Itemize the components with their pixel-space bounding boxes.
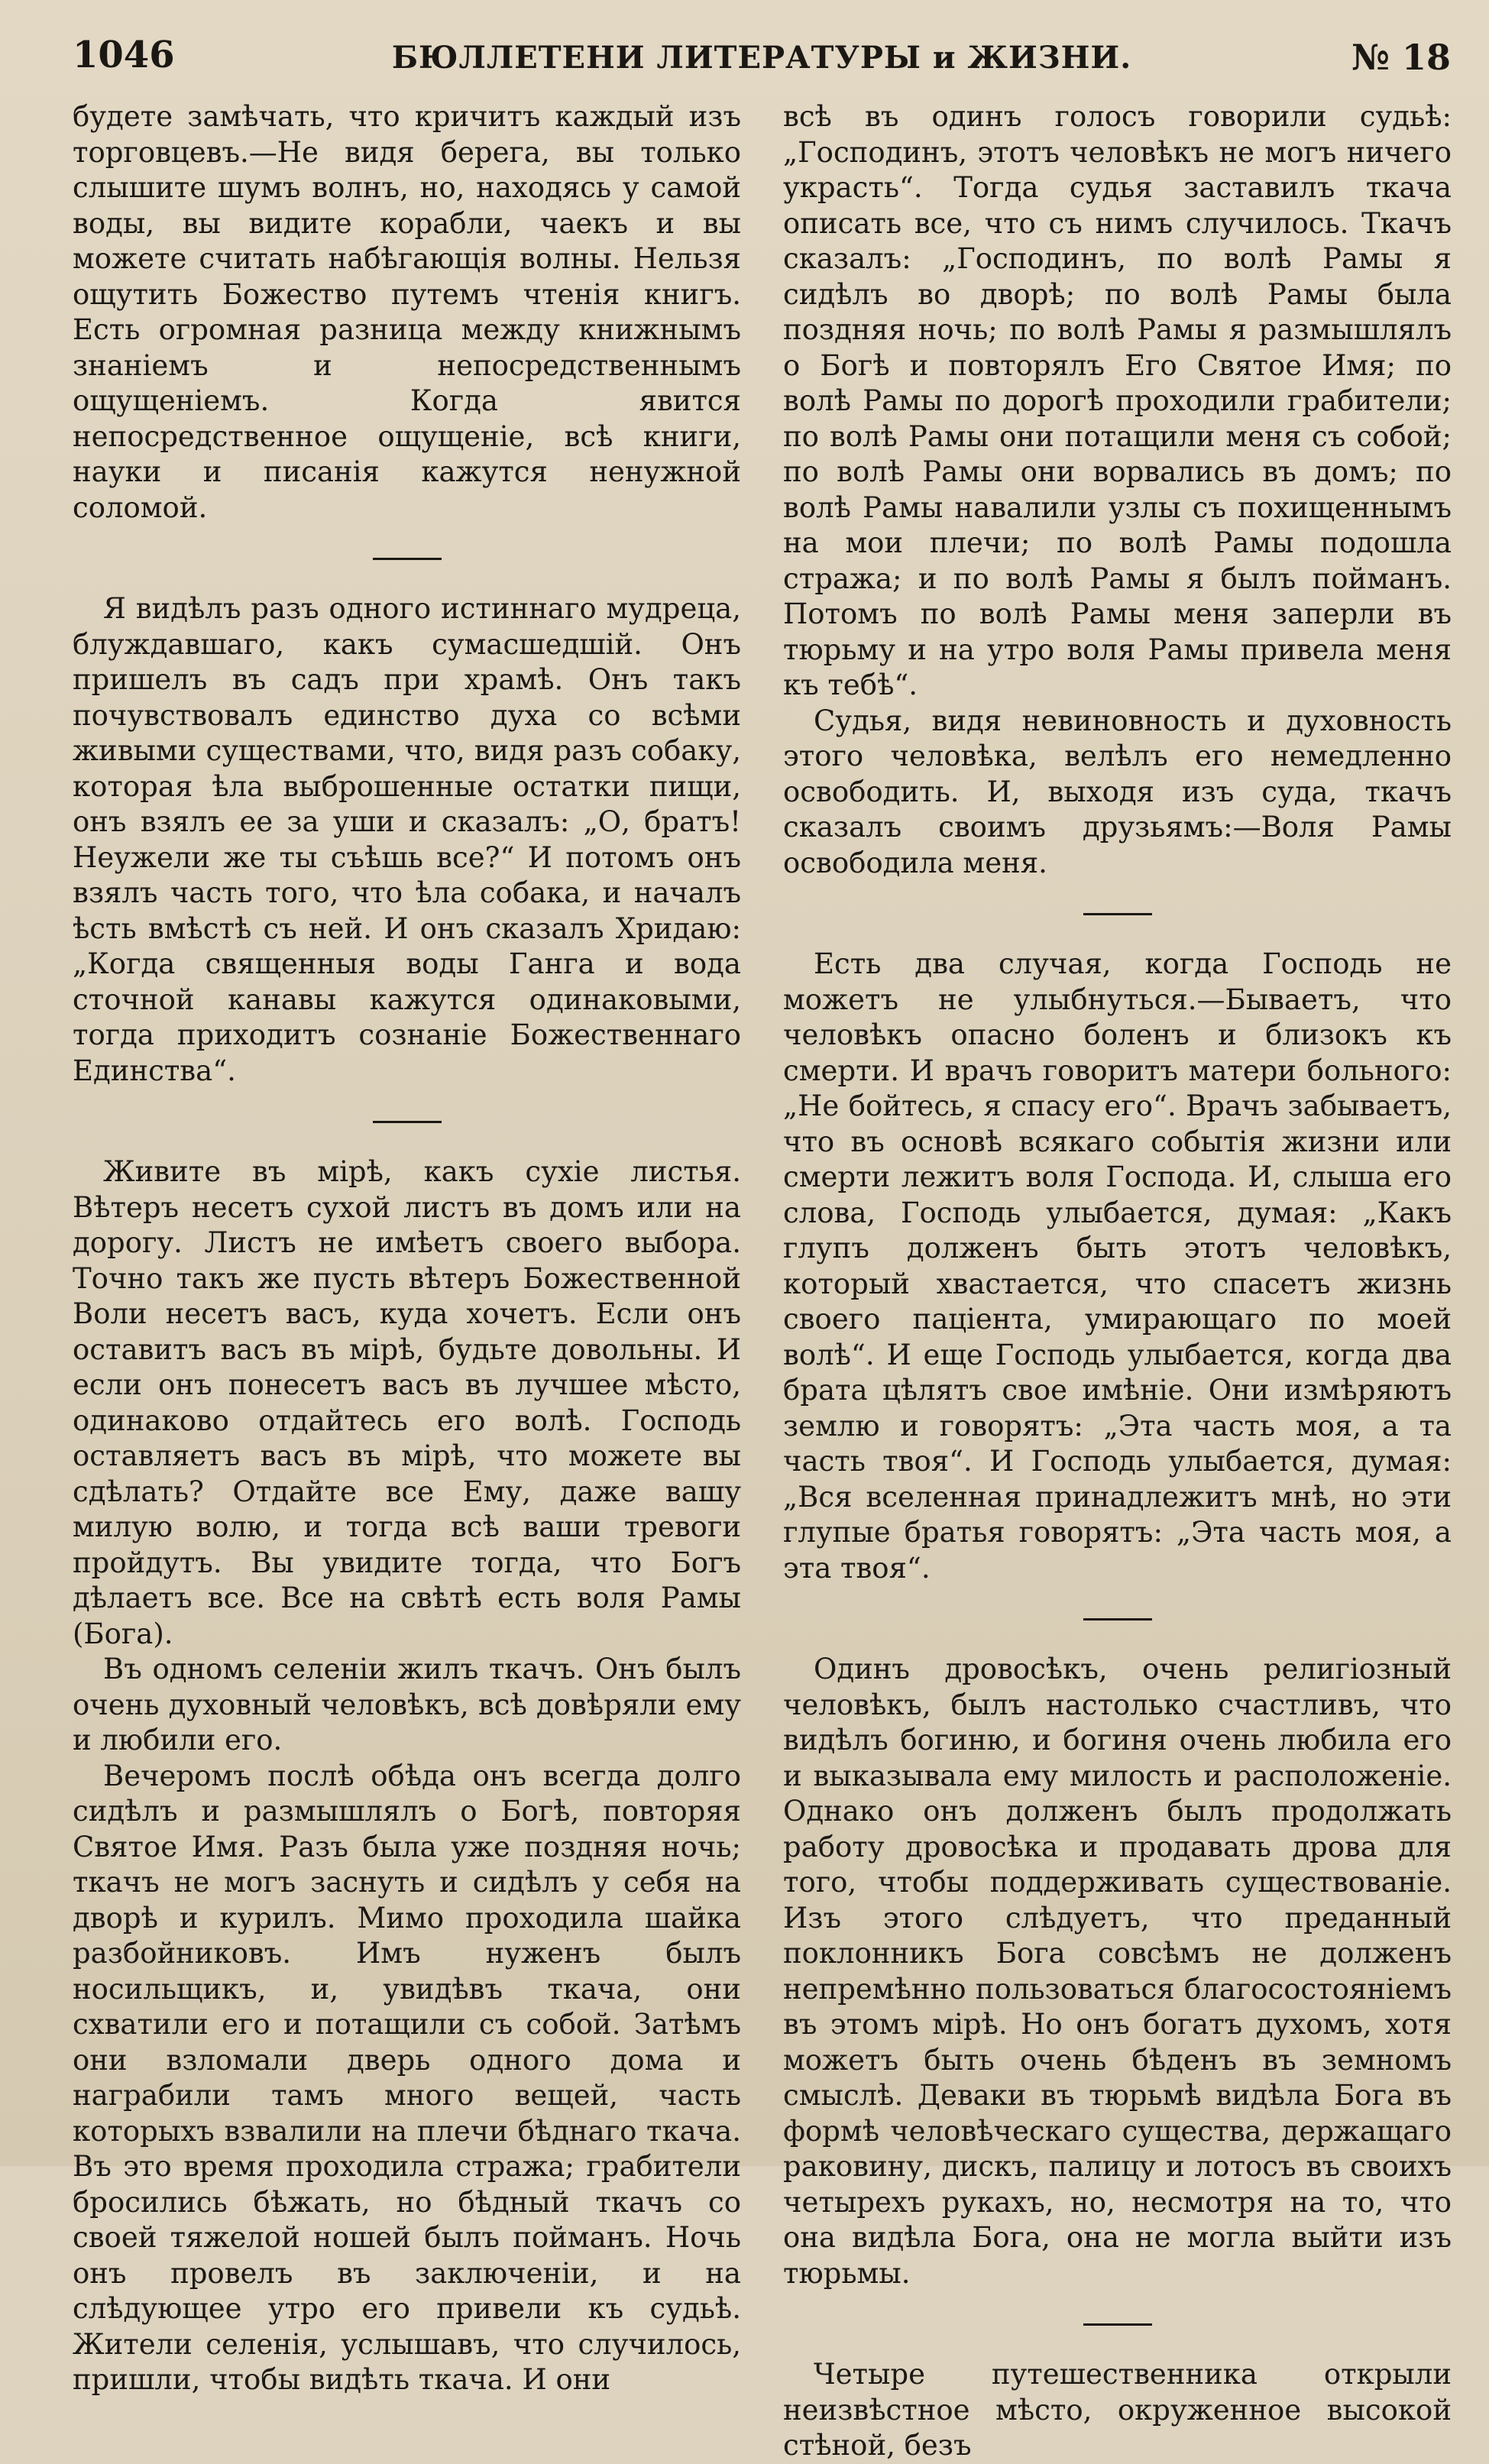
paragraph: Я видѣлъ разъ одного истиннаго мудреца, блуждавшаго, какъ сумасшедшій. Онъ пришелъ въ садъ при храмѣ. Онъ такъ почувствовалъ единство духа со всѣми живыми существами, что, видя разъ собаку, которая ѣла выброшенные остатки пищи, онъ взялъ ее за уши и сказалъ: „О, братъ! Неужели же ты съѣшь все?“ И потомъ онъ взялъ часть того, что ѣла собака, и началъ ѣсть вмѣстѣ съ ней. И онъ сказалъ Хридаю: „Когда священныя воды Ганга и вода сточной канавы кажутся одинаковыми, тогда приходитъ сознаніе Божественнаго Единства“. [73, 592, 741, 1087]
paragraph: всѣ въ одинъ голосъ говорили судьѣ: „Господинъ, этотъ человѣкъ не могъ ничего украсть“. Тогда судья заставилъ ткача описать все, что съ нимъ случилось. Ткачъ сказалъ: „Господинъ, по волѣ Рамы я сидѣлъ во дворѣ; по волѣ Рамы была поздняя ночь; по волѣ Рамы я размышлялъ о Богѣ и повторялъ Его Святое Имя; по волѣ Рамы по дорогѣ проходили грабители; по волѣ Рамы они потащили меня съ собой; по волѣ Рамы они ворвались въ домъ; по волѣ Рамы навалили узлы съ похищеннымъ на мои плечи; по волѣ Рамы подошла стража; и по волѣ Рамы я былъ пойманъ. Потомъ по волѣ Рамы меня заперли въ тюрьму и на утро воля Рамы привела меня къ тебѣ“. [783, 100, 1452, 701]
section-separator [783, 904, 1452, 924]
section-separator [73, 1112, 741, 1132]
section-separator [783, 1609, 1452, 1629]
page-number: 1046 [73, 34, 175, 76]
paragraph: Четыре путешественника открыли неизвѣстное мѣсто, окруженное высокой стѣной, безъ [783, 2358, 1452, 2462]
right-column [783, 99, 1452, 2464]
journal-title: БЮЛЛЕТЕНИ ЛИТЕРАТУРЫ и ЖИЗНИ. [391, 40, 1132, 76]
paragraph: Одинъ дровосѣкъ, очень религіозный человѣкъ, былъ настолько счастливъ, что видѣлъ богиню, и богиня очень любила его и выказывала ему милость и расположеніе. Однако онъ долженъ былъ продолжать работу дровосѣка и продавать дрова для того, чтобы поддерживать существованіе. Изъ этого слѣдуетъ, что преданный поклонникъ Бога совсѣмъ не долженъ непремѣнно пользоваться благосостояніемъ въ этомъ мірѣ. Но онъ богатъ духомъ, хотя можетъ быть очень бѣденъ въ земномъ смыслѣ. Деваки въ тюрьмѣ видѣла Бога въ формѣ человѣческаго существа, держащаго раковину, дискъ, палицу и лотосъ въ своихъ четырехъ рукахъ, но, несмотря на то, что она видѣла Бога, она не могла выйти изъ тюрьмы. [783, 1653, 1452, 2290]
paragraph: Живите въ мірѣ, какъ сухіе листья. Вѣтеръ несетъ сухой листъ въ домъ или на дорогу. Листъ не имѣетъ своего выбора. Точно такъ же пусть вѣтеръ Божественной Воли несетъ васъ, куда хочетъ. Если онъ оставитъ васъ въ мірѣ, будьте довольны. И если онъ понесетъ васъ въ лучшее мѣсто, одинаково отдайтесь его волѣ. Господь оставляетъ васъ въ мірѣ, что можете вы сдѣлать? Отдайте все Ему, даже вашу милую волю, и тогда всѣ ваши тревоги пройдутъ. Вы увидите тогда, что Богъ дѣлаетъ все. Все на свѣтѣ есть воля Рамы (Бога). [73, 1155, 741, 1650]
section-separator [73, 549, 741, 568]
page-header [73, 23, 1451, 76]
paragraph: Есть два случая, когда Господь не можетъ не улыбнуться.—Бываетъ, что человѣкъ опасно боленъ и близокъ къ смерти. И врачъ говоритъ матери больного: „Не бойтесь, я спасу его“. Врачъ забываетъ, что въ основѣ всякаго событія жизни или смерти лежитъ воля Господа. И, слыша его слова, Господь улыбается, думая: „Какъ глупъ долженъ быть этотъ человѣкъ, который хвастается, что спасетъ жизнь своего паціента, умирающаго по моей волѣ“. И еще Господь улыбается, когда два брата цѣлятъ свое имѣніе. Они измѣряютъ землю и говорятъ: „Эта часть моя, а та часть твоя“. И Господь улыбается, думая: „Вся вселенная принадлежитъ мнѣ, но эти глупые братья говорятъ: „Эта часть моя, а эта твоя“. [783, 947, 1452, 1585]
section-separator [783, 2314, 1452, 2334]
paragraph: будете замѣчать, что кричитъ каждый изъ торговцевъ.—Не видя берега, вы только слышите шумъ волнъ, но, находясь у самой воды, вы видите корабли, чаекъ и вы можете считать набѣгающія волны. Нельзя ощутить Божество путемъ чтенія книгъ. Есть огромная разница между книжнымъ знаніемъ и непосредственнымъ ощущеніемъ. Когда явится непосредственное ощущеніе, всѣ книги, науки и писанія кажутся ненужной соломой. [73, 100, 741, 524]
left-column [73, 99, 741, 2398]
paragraph: Вечеромъ послѣ обѣда онъ всегда долго сидѣлъ и размышлялъ о Богѣ, повторяя Святое Имя. Разъ была уже поздняя ночь; ткачъ не могъ заснуть и сидѣлъ у себя на дворѣ и курилъ. Мимо проходила шайка разбойниковъ. Имъ нуженъ былъ носильщикъ, и, увидѣвъ ткача, они схватили его и потащили съ собой. Затѣмъ они взломали дверь одного дома и награбили тамъ много вещей, часть которыхъ взвалили на плечи бѣднаго ткача. Въ это время проходила стража; грабители бросились бѣжать, но бѣдный ткачъ со своей тяжелой ношей былъ пойманъ. Ночь онъ провелъ въ заключеніи, и на слѣдующее утро его привели къ судьѣ. Жители селенія, услышавъ, что случилось, пришли, чтобы видѣть ткача. И они [73, 1759, 741, 2396]
paragraph: Въ одномъ селеніи жилъ ткачъ. Онъ былъ очень духовный человѣкъ, всѣ довѣряли ему и любили его. [73, 1653, 741, 1757]
issue-number: № 18 [1351, 37, 1451, 78]
paragraph: Судья, видя невиновность и духовность этого человѣка, велѣлъ его немедленно освободить. И, выходя изъ суда, ткачъ сказалъ своимъ друзьямъ:—Воля Рамы освободила меня. [783, 704, 1452, 879]
